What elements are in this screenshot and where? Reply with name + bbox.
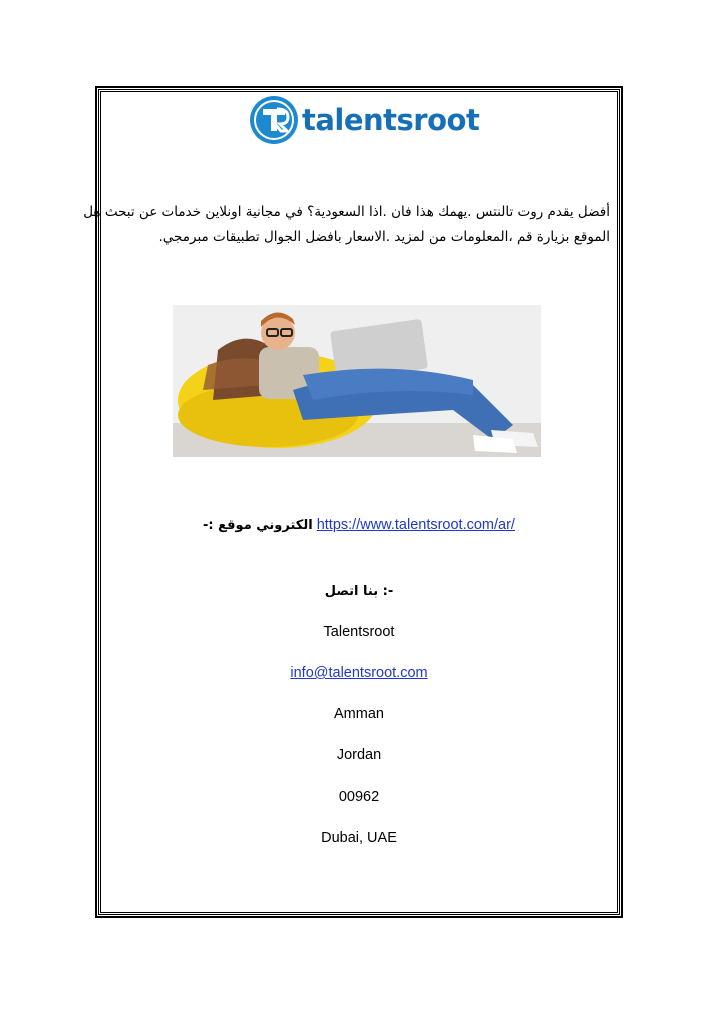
branch-text: Dubai, UAE: [321, 830, 397, 846]
website-label: الكتروني موقع :-: [203, 518, 313, 533]
logo-wordmark: talentsroot: [302, 103, 480, 137]
country-text: Jordan: [336, 747, 382, 763]
intro-line-2: الموقع بزيارة قم ،المعلومات من لمزيد .الاسعار بافضل الجوال تطبيقات مبرمجي.: [158, 229, 610, 245]
city-text: Amman: [334, 706, 384, 722]
hero-photo: [173, 305, 541, 457]
contact-heading: بنا اتصل :-: [324, 584, 394, 599]
website-link[interactable]: https://www.talentsroot.com/ar/: [316, 517, 515, 533]
talentsroot-logo[interactable]: [250, 95, 480, 145]
website-line: [100, 517, 618, 533]
intro-line-1: أفضل يقدم روت تالنتس .يهمك هذا فان .اذا السعودية؟ في مجانية اونلاين خدمات عن تبحث هل: [83, 204, 610, 220]
intro-paragraph: [83, 200, 610, 250]
email-line: [100, 665, 618, 681]
company-name: Talentsroot: [323, 624, 395, 640]
phone-text: 00962: [338, 789, 380, 805]
email-link[interactable]: info@talentsroot.com: [290, 665, 428, 681]
logo-badge-icon: [250, 96, 298, 144]
